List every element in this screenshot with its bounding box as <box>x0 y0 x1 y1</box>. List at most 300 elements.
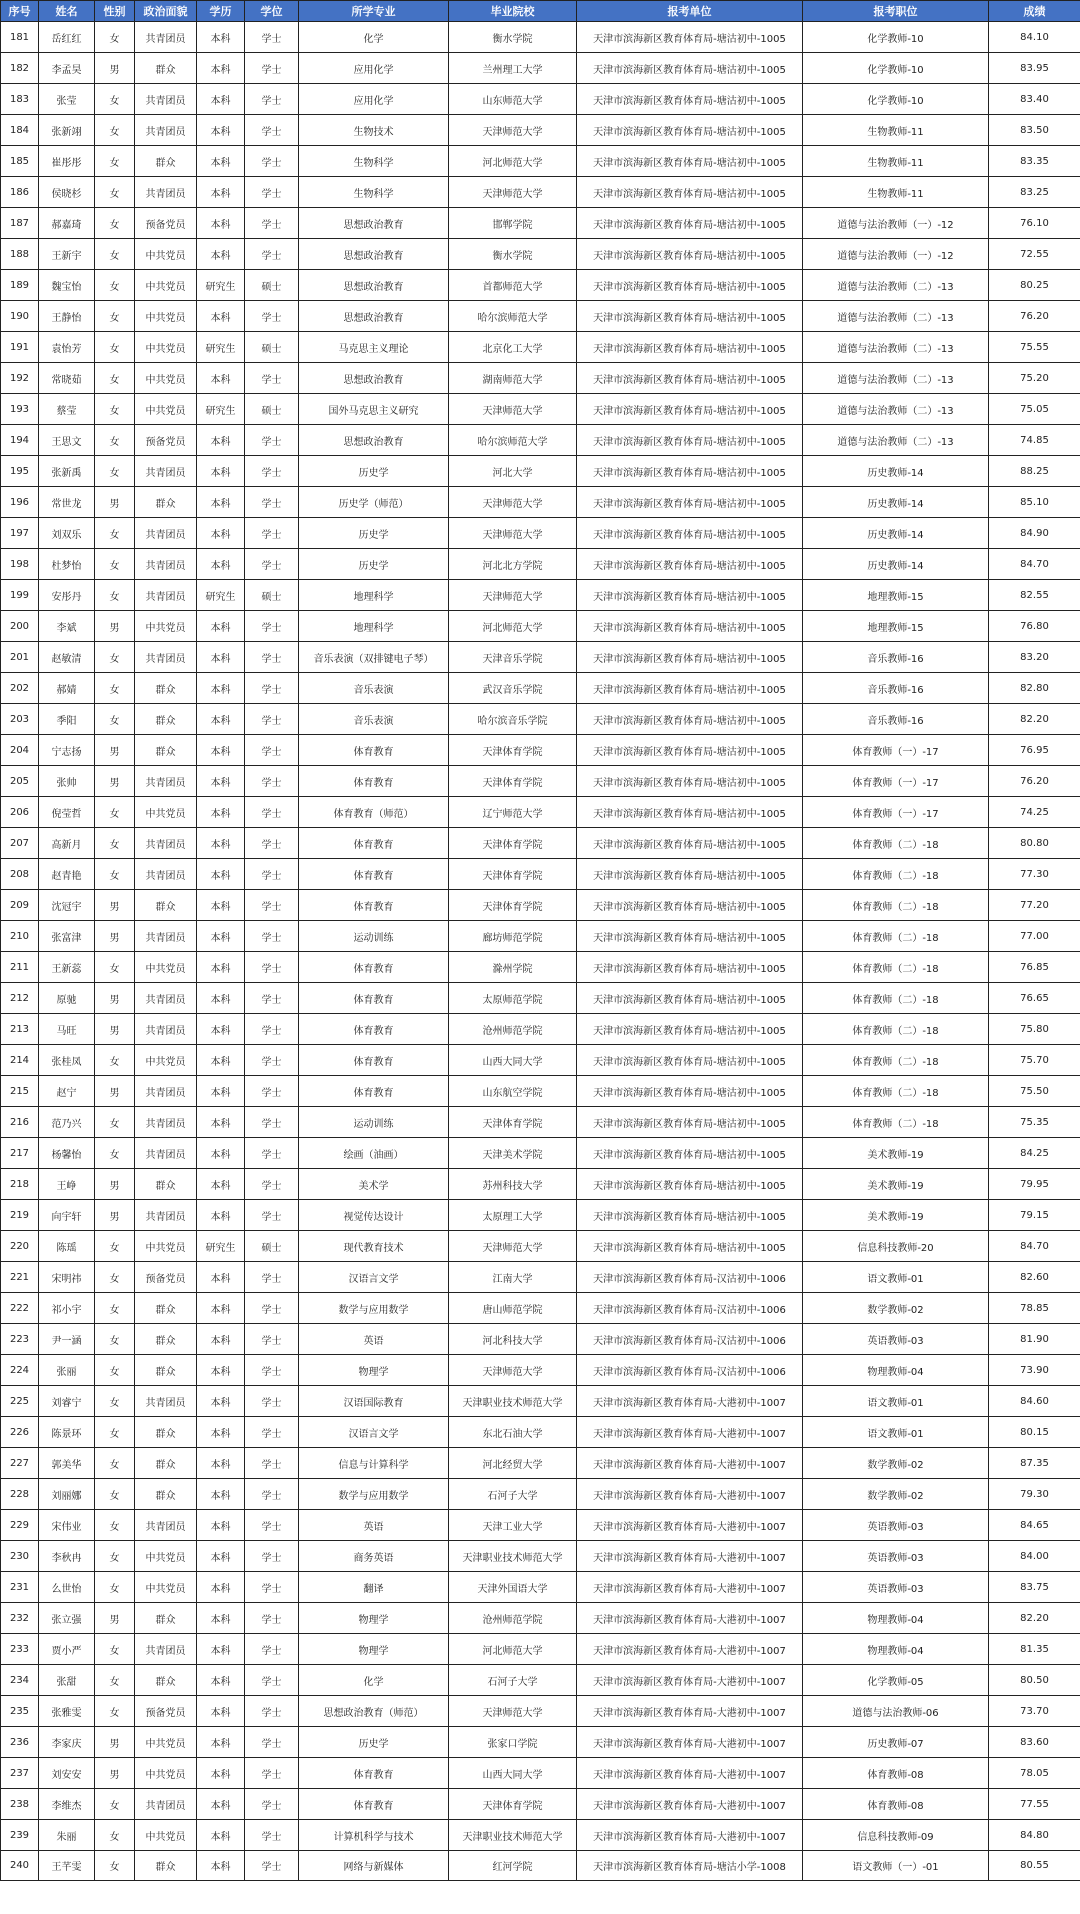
table-cell: 男 <box>95 1169 135 1200</box>
table-cell: 中共党员 <box>135 611 197 642</box>
table-cell: 天津市滨海新区教育体育局-塘沽初中-1005 <box>577 1138 803 1169</box>
table-cell: 群众 <box>135 1324 197 1355</box>
table-row <box>1 1727 1080 1758</box>
table-cell: 学士 <box>245 1510 299 1541</box>
table-cell: 学士 <box>245 1448 299 1479</box>
table-cell: 研究生 <box>197 394 245 425</box>
table-cell: 学士 <box>245 673 299 704</box>
table-cell: 232 <box>1 1603 39 1634</box>
table-cell: 山东航空学院 <box>449 1076 577 1107</box>
table-cell: 学士 <box>245 1107 299 1138</box>
table-cell: 女 <box>95 394 135 425</box>
table-cell: 红河学院 <box>449 1851 577 1881</box>
table-cell: 天津市滨海新区教育体育局-塘沽初中-1005 <box>577 394 803 425</box>
table-cell: 地理科学 <box>299 611 449 642</box>
table-cell: 238 <box>1 1789 39 1820</box>
table-cell: 81.90 <box>989 1324 1080 1355</box>
table-cell: 体育教育 <box>299 983 449 1014</box>
table-cell: 魏宝怡 <box>39 270 95 301</box>
table-cell: 学士 <box>245 1727 299 1758</box>
table-cell: 学士 <box>245 1045 299 1076</box>
table-cell: 天津市滨海新区教育体育局-汉沽初中-1006 <box>577 1324 803 1355</box>
table-cell: 太原理工大学 <box>449 1200 577 1231</box>
table-cell: 193 <box>1 394 39 425</box>
table-cell: 共青团员 <box>135 115 197 146</box>
table-cell: 化学教师-10 <box>803 84 989 115</box>
table-cell: 物理教师-04 <box>803 1355 989 1386</box>
table-cell: 本科 <box>197 766 245 797</box>
table-cell: 体育教师（一）-17 <box>803 735 989 766</box>
table-cell: 183 <box>1 84 39 115</box>
table-cell: 本科 <box>197 1417 245 1448</box>
table-cell: 天津师范大学 <box>449 1355 577 1386</box>
table-cell: 女 <box>95 1231 135 1262</box>
table-cell: 天津市滨海新区教育体育局-大港初中-1007 <box>577 1541 803 1572</box>
table-cell: 天津体育学院 <box>449 1789 577 1820</box>
table-cell: 78.05 <box>989 1758 1080 1789</box>
table-cell: 75.80 <box>989 1014 1080 1045</box>
table-cell: 季阳 <box>39 704 95 735</box>
table-cell: 222 <box>1 1293 39 1324</box>
table-cell: 191 <box>1 332 39 363</box>
table-cell: 预备党员 <box>135 425 197 456</box>
table-cell: 祁小宇 <box>39 1293 95 1324</box>
table-cell: 美术教师-19 <box>803 1169 989 1200</box>
table-row <box>1 518 1080 549</box>
table-row <box>1 1417 1080 1448</box>
table-cell: 英语教师-03 <box>803 1510 989 1541</box>
table-cell: 84.70 <box>989 549 1080 580</box>
table-cell: 233 <box>1 1634 39 1665</box>
table-row <box>1 1014 1080 1045</box>
table-cell: 学士 <box>245 487 299 518</box>
table-cell: 83.40 <box>989 84 1080 115</box>
table-cell: 中共党员 <box>135 332 197 363</box>
table-cell: 陈景环 <box>39 1417 95 1448</box>
table-cell: 学士 <box>245 828 299 859</box>
table-cell: 学士 <box>245 1541 299 1572</box>
table-cell: 体育教师（二）-18 <box>803 1076 989 1107</box>
table-cell: 体育教育 <box>299 1045 449 1076</box>
table-row <box>1 611 1080 642</box>
table-cell: 本科 <box>197 642 245 673</box>
table-cell: 本科 <box>197 1696 245 1727</box>
table-cell: 209 <box>1 890 39 921</box>
table-cell: 张立强 <box>39 1603 95 1634</box>
table-cell: 体育教育 <box>299 1014 449 1045</box>
table-cell: 83.75 <box>989 1572 1080 1603</box>
table-cell: 女 <box>95 1107 135 1138</box>
table-cell: 武汉音乐学院 <box>449 673 577 704</box>
table-cell: 衡水学院 <box>449 22 577 53</box>
table-cell: 应用化学 <box>299 84 449 115</box>
table-cell: 本科 <box>197 1479 245 1510</box>
table-cell: 天津师范大学 <box>449 580 577 611</box>
table-row <box>1 952 1080 983</box>
table-cell: 群众 <box>135 53 197 84</box>
table-cell: 体育教师（二）-18 <box>803 1014 989 1045</box>
table-cell: 天津市滨海新区教育体育局-塘沽初中-1005 <box>577 425 803 456</box>
table-cell: 体育教育 <box>299 1758 449 1789</box>
table-cell: 天津体育学院 <box>449 828 577 859</box>
table-cell: 硕士 <box>245 580 299 611</box>
table-cell: 现代教育技术 <box>299 1231 449 1262</box>
table-cell: 天津师范大学 <box>449 518 577 549</box>
table-cell: 体育教师（一）-17 <box>803 797 989 828</box>
table-cell: 本科 <box>197 53 245 84</box>
table-cell: 本科 <box>197 1665 245 1696</box>
table-cell: 女 <box>95 1293 135 1324</box>
table-cell: 女 <box>95 239 135 270</box>
table-cell: 本科 <box>197 1386 245 1417</box>
table-cell: 82.20 <box>989 1603 1080 1634</box>
table-row <box>1 1820 1080 1851</box>
table-cell: 75.55 <box>989 332 1080 363</box>
table-cell: 常世龙 <box>39 487 95 518</box>
table-cell: 共青团员 <box>135 1634 197 1665</box>
table-row <box>1 1634 1080 1665</box>
table-cell: 237 <box>1 1758 39 1789</box>
table-cell: 本科 <box>197 177 245 208</box>
table-cell: 天津市滨海新区教育体育局-大港初中-1007 <box>577 1603 803 1634</box>
table-cell: 河北经贸大学 <box>449 1448 577 1479</box>
table-cell: 中共党员 <box>135 1758 197 1789</box>
table-cell: 刘安安 <box>39 1758 95 1789</box>
table-cell: 本科 <box>197 890 245 921</box>
table-cell: 天津市滨海新区教育体育局-大港初中-1007 <box>577 1789 803 1820</box>
table-cell: 本科 <box>197 1324 245 1355</box>
table-cell: 221 <box>1 1262 39 1293</box>
table-cell: 思想政治教育 <box>299 239 449 270</box>
table-cell: 男 <box>95 611 135 642</box>
table-cell: 学士 <box>245 1696 299 1727</box>
table-cell: 生物科学 <box>299 146 449 177</box>
table-cell: 天津市滨海新区教育体育局-塘沽初中-1005 <box>577 270 803 301</box>
table-cell: 体育教师（一）-17 <box>803 766 989 797</box>
table-cell: 学士 <box>245 921 299 952</box>
table-cell: 本科 <box>197 921 245 952</box>
table-row <box>1 1386 1080 1417</box>
table-cell: 河北师范大学 <box>449 611 577 642</box>
table-row <box>1 1293 1080 1324</box>
table-cell: 女 <box>95 1324 135 1355</box>
table-cell: 张甜 <box>39 1665 95 1696</box>
table-cell: 天津市滨海新区教育体育局-塘沽初中-1005 <box>577 115 803 146</box>
table-cell: 女 <box>95 1696 135 1727</box>
table-cell: 学士 <box>245 859 299 890</box>
table-cell: 229 <box>1 1510 39 1541</box>
table-cell: 学士 <box>245 1665 299 1696</box>
table-cell: 天津师范大学 <box>449 115 577 146</box>
table-cell: 本科 <box>197 1541 245 1572</box>
table-cell: 女 <box>95 1045 135 1076</box>
table-cell: 共青团员 <box>135 921 197 952</box>
table-cell: 共青团员 <box>135 84 197 115</box>
table-cell: 群众 <box>135 890 197 921</box>
table-cell: 共青团员 <box>135 1386 197 1417</box>
table-cell: 中共党员 <box>135 301 197 332</box>
table-cell: 天津市滨海新区教育体育局-塘沽初中-1005 <box>577 518 803 549</box>
table-cell: 湖南师范大学 <box>449 363 577 394</box>
table-cell: 学士 <box>245 1417 299 1448</box>
table-cell: 本科 <box>197 673 245 704</box>
table-cell: 翻译 <box>299 1572 449 1603</box>
table-cell: 马克思主义理论 <box>299 332 449 363</box>
table-cell: 186 <box>1 177 39 208</box>
table-cell: 女 <box>95 456 135 487</box>
table-cell: 共青团员 <box>135 456 197 487</box>
table-cell: 天津职业技术师范大学 <box>449 1386 577 1417</box>
table-cell: 本科 <box>197 828 245 859</box>
table-cell: 学士 <box>245 1293 299 1324</box>
table-cell: 生物教师-11 <box>803 146 989 177</box>
table-cell: 女 <box>95 952 135 983</box>
table-cell: 生物教师-11 <box>803 177 989 208</box>
table-cell: 女 <box>95 177 135 208</box>
table-cell: 高新月 <box>39 828 95 859</box>
table-cell: 李维杰 <box>39 1789 95 1820</box>
table-cell: 天津市滨海新区教育体育局-塘沽初中-1005 <box>577 797 803 828</box>
table-cell: 天津市滨海新区教育体育局-塘沽初中-1005 <box>577 146 803 177</box>
table-cell: 音乐表演 <box>299 704 449 735</box>
table-cell: 天津市滨海新区教育体育局-塘沽初中-1005 <box>577 363 803 394</box>
table-cell: 苏州科技大学 <box>449 1169 577 1200</box>
table-cell: 马旺 <box>39 1014 95 1045</box>
table-cell: 天津市滨海新区教育体育局-大港初中-1007 <box>577 1417 803 1448</box>
table-cell: 群众 <box>135 735 197 766</box>
table-cell: 本科 <box>197 1200 245 1231</box>
table-cell: 共青团员 <box>135 580 197 611</box>
table-cell: 天津市滨海新区教育体育局-塘沽初中-1005 <box>577 704 803 735</box>
table-cell: 群众 <box>135 487 197 518</box>
table-cell: 228 <box>1 1479 39 1510</box>
table-cell: 天津职业技术师范大学 <box>449 1541 577 1572</box>
table-cell: 192 <box>1 363 39 394</box>
table-cell: 82.55 <box>989 580 1080 611</box>
table-cell: 宁志扬 <box>39 735 95 766</box>
table-row <box>1 890 1080 921</box>
table-cell: 音乐表演 <box>299 673 449 704</box>
table-cell: 英语教师-03 <box>803 1541 989 1572</box>
table-cell: 视觉传达设计 <box>299 1200 449 1231</box>
table-cell: 天津体育学院 <box>449 859 577 890</box>
table-cell: 男 <box>95 1076 135 1107</box>
table-cell: 历史教师-14 <box>803 456 989 487</box>
table-cell: 体育教育 <box>299 1076 449 1107</box>
table-cell: 天津市滨海新区教育体育局-塘沽初中-1005 <box>577 1076 803 1107</box>
table-cell: 天津市滨海新区教育体育局-塘沽初中-1005 <box>577 611 803 642</box>
table-cell: 天津市滨海新区教育体育局-塘沽初中-1005 <box>577 1107 803 1138</box>
table-cell: 女 <box>95 425 135 456</box>
table-cell: 女 <box>95 828 135 859</box>
table-cell: 思想政治教育 <box>299 301 449 332</box>
table-cell: 本科 <box>197 208 245 239</box>
table-cell: 84.60 <box>989 1386 1080 1417</box>
column-header: 报考单位 <box>577 1 803 22</box>
table-cell: 语文教师-01 <box>803 1262 989 1293</box>
table-row <box>1 394 1080 425</box>
column-header: 学历 <box>197 1 245 22</box>
table-cell: 学士 <box>245 1479 299 1510</box>
table-cell: 天津市滨海新区教育体育局-大港初中-1007 <box>577 1386 803 1417</box>
table-cell: 81.35 <box>989 1634 1080 1665</box>
table-cell: 天津市滨海新区教育体育局-塘沽初中-1005 <box>577 766 803 797</box>
table-cell: 本科 <box>197 1510 245 1541</box>
table-row <box>1 1045 1080 1076</box>
table-row <box>1 53 1080 84</box>
table-cell: 77.55 <box>989 1789 1080 1820</box>
table-row <box>1 1510 1080 1541</box>
table-cell: 中共党员 <box>135 363 197 394</box>
table-cell: 本科 <box>197 1758 245 1789</box>
table-cell: 学士 <box>245 1758 299 1789</box>
table-row <box>1 363 1080 394</box>
table-cell: 中共党员 <box>135 239 197 270</box>
table-row <box>1 735 1080 766</box>
table-cell: 女 <box>95 1572 135 1603</box>
table-cell: 本科 <box>197 1448 245 1479</box>
table-cell: 190 <box>1 301 39 332</box>
table-cell: 本科 <box>197 1603 245 1634</box>
table-row <box>1 425 1080 456</box>
table-cell: 天津体育学院 <box>449 735 577 766</box>
table-cell: 地理教师-15 <box>803 580 989 611</box>
table-cell: 生物教师-11 <box>803 115 989 146</box>
table-row <box>1 673 1080 704</box>
table-cell: 河北科技大学 <box>449 1324 577 1355</box>
table-cell: 张家口学院 <box>449 1727 577 1758</box>
table-cell: 82.80 <box>989 673 1080 704</box>
table-cell: 80.80 <box>989 828 1080 859</box>
table-cell: 女 <box>95 1448 135 1479</box>
table-cell: 199 <box>1 580 39 611</box>
table-cell: 男 <box>95 1603 135 1634</box>
table-cell: 学士 <box>245 146 299 177</box>
table-row <box>1 580 1080 611</box>
table-cell: 80.25 <box>989 270 1080 301</box>
table-cell: 学士 <box>245 301 299 332</box>
table-cell: 数学教师-02 <box>803 1293 989 1324</box>
table-cell: 共青团员 <box>135 983 197 1014</box>
table-cell: 刘睿宁 <box>39 1386 95 1417</box>
table-cell: 学士 <box>245 239 299 270</box>
table-cell: 群众 <box>135 1417 197 1448</box>
table-cell: 学士 <box>245 1634 299 1665</box>
table-cell: 本科 <box>197 456 245 487</box>
table-cell: 学士 <box>245 84 299 115</box>
table-row <box>1 1200 1080 1231</box>
table-cell: 研究生 <box>197 332 245 363</box>
table-cell: 道德与法治教师（二）-13 <box>803 332 989 363</box>
table-cell: 本科 <box>197 797 245 828</box>
table-cell: 学士 <box>245 53 299 84</box>
table-cell: 体育教育 <box>299 1789 449 1820</box>
table-cell: 原驰 <box>39 983 95 1014</box>
table-cell: 211 <box>1 952 39 983</box>
table-cell: 思想政治教育 <box>299 363 449 394</box>
table-cell: 沧州师范学院 <box>449 1603 577 1634</box>
table-cell: 共青团员 <box>135 22 197 53</box>
table-cell: 预备党员 <box>135 1696 197 1727</box>
table-cell: 天津市滨海新区教育体育局-塘沽初中-1005 <box>577 332 803 363</box>
table-cell: 张新翊 <box>39 115 95 146</box>
table-cell: 女 <box>95 518 135 549</box>
table-cell: 石河子大学 <box>449 1479 577 1510</box>
table-cell: 英语教师-03 <box>803 1572 989 1603</box>
table-cell: 体育教育 <box>299 890 449 921</box>
table-cell: 廊坊师范学院 <box>449 921 577 952</box>
table-cell: 天津市滨海新区教育体育局-塘沽初中-1005 <box>577 1200 803 1231</box>
table-cell: 学士 <box>245 890 299 921</box>
table-cell: 76.85 <box>989 952 1080 983</box>
table-cell: 本科 <box>197 704 245 735</box>
table-cell: 男 <box>95 1014 135 1045</box>
table-row <box>1 828 1080 859</box>
table-cell: 中共党员 <box>135 797 197 828</box>
table-row <box>1 270 1080 301</box>
table-cell: 84.80 <box>989 1820 1080 1851</box>
table-cell: 天津市滨海新区教育体育局-汉沽初中-1006 <box>577 1262 803 1293</box>
table-cell: 男 <box>95 921 135 952</box>
table-cell: 历史教师-14 <box>803 518 989 549</box>
table-cell: 女 <box>95 363 135 394</box>
table-cell: 239 <box>1 1820 39 1851</box>
table-cell: 物理教师-04 <box>803 1634 989 1665</box>
table-cell: 本科 <box>197 518 245 549</box>
table-cell: 张桂凤 <box>39 1045 95 1076</box>
table-cell: 应用化学 <box>299 53 449 84</box>
table-cell: 思想政治教育（师范） <box>299 1696 449 1727</box>
table-cell: 绘画（油画） <box>299 1138 449 1169</box>
table-cell: 赵敏清 <box>39 642 95 673</box>
table-cell: 赵青艳 <box>39 859 95 890</box>
table-cell: 79.30 <box>989 1479 1080 1510</box>
table-cell: 本科 <box>197 549 245 580</box>
table-cell: 研究生 <box>197 270 245 301</box>
table-cell: 道德与法治教师（一）-12 <box>803 239 989 270</box>
table-cell: 北京化工大学 <box>449 332 577 363</box>
table-cell: 共青团员 <box>135 1138 197 1169</box>
table-cell: 李秋冉 <box>39 1541 95 1572</box>
table-cell: 学士 <box>245 1603 299 1634</box>
table-cell: 体育教师（二）-18 <box>803 952 989 983</box>
table-cell: 本科 <box>197 611 245 642</box>
table-cell: 体育教育 <box>299 828 449 859</box>
table-cell: 学士 <box>245 425 299 456</box>
table-cell: 王新宇 <box>39 239 95 270</box>
table-cell: 中共党员 <box>135 394 197 425</box>
table-row <box>1 146 1080 177</box>
table-cell: 学士 <box>245 1169 299 1200</box>
table-cell: 郭美华 <box>39 1448 95 1479</box>
table-cell: 82.60 <box>989 1262 1080 1293</box>
table-cell: 思想政治教育 <box>299 208 449 239</box>
table-cell: 共青团员 <box>135 1107 197 1138</box>
table-cell: 常晓茹 <box>39 363 95 394</box>
table-row <box>1 797 1080 828</box>
table-cell: 兰州理工大学 <box>449 53 577 84</box>
table-row <box>1 1262 1080 1293</box>
table-cell: 学士 <box>245 952 299 983</box>
table-cell: 本科 <box>197 301 245 332</box>
table-cell: 本科 <box>197 1572 245 1603</box>
table-cell: 体育教师（二）-18 <box>803 1045 989 1076</box>
table-cell: 数学教师-02 <box>803 1448 989 1479</box>
table-cell: 中共党员 <box>135 1541 197 1572</box>
table-row <box>1 642 1080 673</box>
table-cell: 杨馨怡 <box>39 1138 95 1169</box>
table-cell: 学士 <box>245 1355 299 1386</box>
